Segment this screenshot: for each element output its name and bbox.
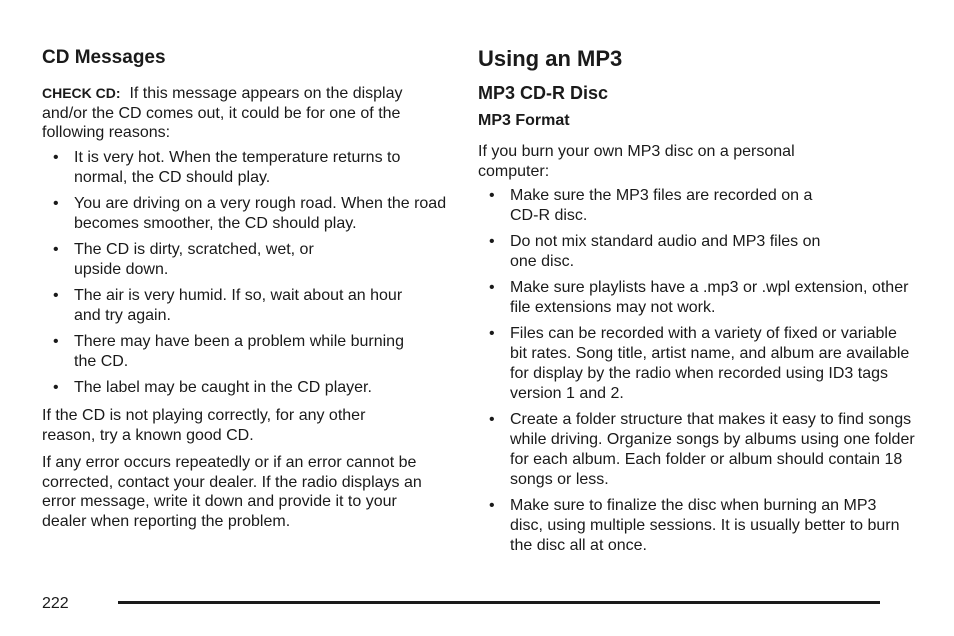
using-mp3-heading: Using an MP3	[478, 46, 623, 71]
mp3-format-heading: MP3 Format	[478, 112, 570, 129]
mp3-intro-paragraph: If you burn your own MP3 disc on a personal computer:	[478, 143, 795, 180]
list-item: • It is very hot. When the temperature returns to normal, the CD should play.	[53, 149, 401, 186]
bullet-icon: •	[53, 241, 59, 258]
check-cd-paragraph	[42, 84, 442, 143]
list-item: • Make sure to finalize the disc when burning an MP3 disc, using multiple sessions. It is usually better to burn the disc all at once.	[489, 497, 900, 554]
error-paragraph: If any error occurs repeatedly or if an error cannot be corrected, contact your dealer. If the radio displays an error message, write it down and provide it to your dealer when reporting the problem.	[42, 454, 422, 530]
bullet-icon: •	[489, 233, 495, 250]
list-item: • Files can be recorded with a variety of fixed or variable bit rates. Song title, artist name, and album are available for display by the radio when recorded using ID3 tags version 1 and 2.	[489, 325, 910, 402]
bullet-icon: •	[489, 497, 495, 514]
page-number: 222	[42, 595, 69, 612]
list-item: • The CD is dirty, scratched, wet, or upside down.	[53, 241, 314, 278]
check-cd-label: CHECK CD:	[42, 85, 121, 101]
bullet-icon: •	[489, 279, 495, 296]
cd-reasons-list	[42, 148, 447, 404]
cd-messages-heading: CD Messages	[42, 47, 166, 68]
bullet-icon: •	[53, 195, 59, 212]
bullet-icon: •	[489, 325, 495, 342]
bullet-icon: •	[53, 333, 59, 350]
bullet-icon: •	[53, 149, 59, 166]
bullet-icon: •	[53, 379, 59, 396]
list-item: • Make sure playlists have a .mp3 or .wpl extension, other file extensions may not work.	[489, 279, 909, 316]
bullet-icon: •	[53, 287, 59, 304]
list-item: • Do not mix standard audio and MP3 files on one disc.	[489, 233, 821, 270]
mp3-cdr-disc-heading: MP3 CD-R Disc	[478, 83, 609, 103]
list-item: • The air is very humid. If so, wait about an hour and try again.	[53, 287, 403, 324]
list-item: • You are driving on a very rough road. When the road becomes smoother, the CD should play.	[53, 195, 447, 232]
list-item: • Make sure the MP3 files are recorded on a CD-R disc.	[489, 187, 813, 224]
mp3-tips-list	[478, 186, 915, 562]
list-item: • The label may be caught in the CD player.	[53, 379, 372, 396]
check-cd-text: If this message appears on the display and/or the CD comes out, it could be for one of the following reasons:	[42, 85, 403, 141]
bullet-icon: •	[489, 411, 495, 428]
footer-divider	[118, 601, 880, 604]
try-good-cd-paragraph: If the CD is not playing correctly, for any other reason, try a known good CD.	[42, 407, 366, 444]
bullet-icon: •	[489, 187, 495, 204]
list-item: • There may have been a problem while burning the CD.	[53, 333, 404, 370]
list-item: • Create a folder structure that makes it easy to find songs while driving. Organize songs by albums using one folder for each album. Each folder or album should contain 18 songs or less.	[489, 411, 915, 488]
